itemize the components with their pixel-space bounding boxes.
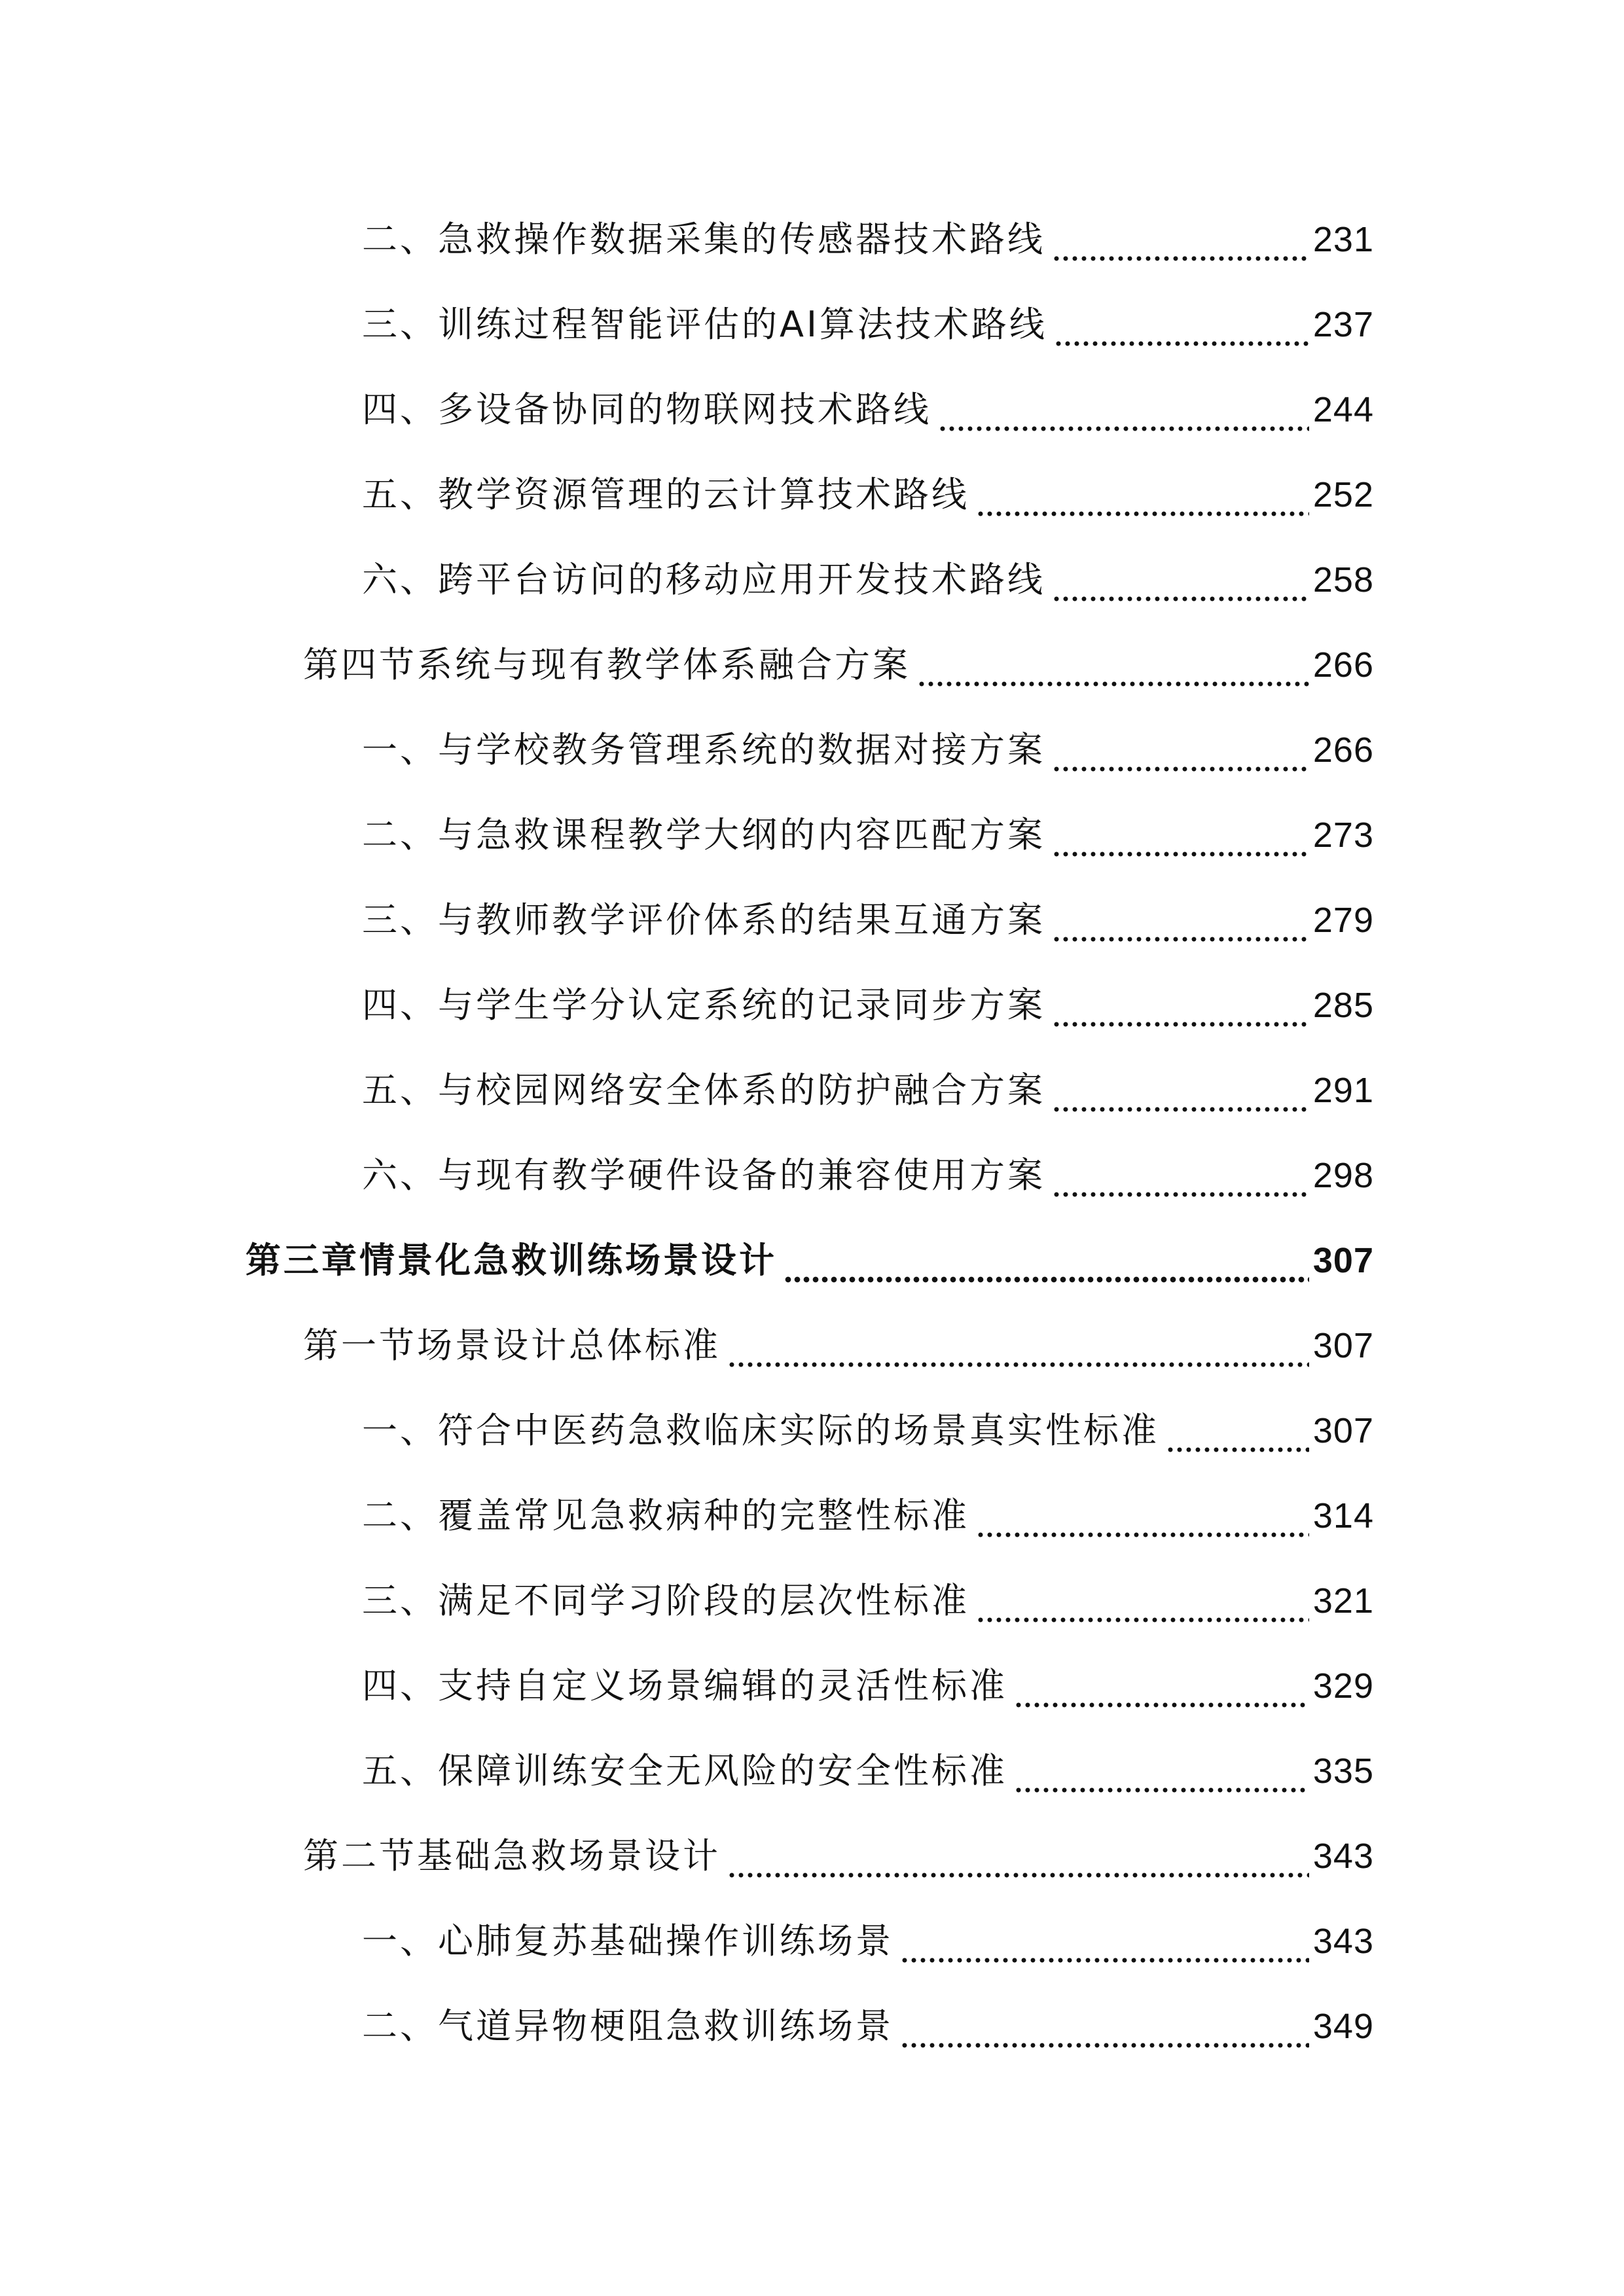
toc-entry[interactable] bbox=[362, 469, 1374, 521]
dot-leader bbox=[784, 1234, 1309, 1287]
dot-leader bbox=[1052, 894, 1309, 946]
toc-entry-title: 第二节基础急救场景设计 bbox=[303, 1835, 721, 1876]
toc-entry-page: 321 bbox=[1312, 1581, 1374, 1621]
toc-entry-title: 四、与学生学分认定系统的记录同步方案 bbox=[362, 984, 1045, 1026]
toc-entry-title: 六、与现有教学硬件设备的兼容使用方案 bbox=[362, 1155, 1045, 1196]
toc-entry-title: 三、满足不同学习阶段的层次性标准 bbox=[362, 1580, 969, 1621]
dot-leader bbox=[1052, 213, 1309, 266]
toc-section-entry[interactable] bbox=[303, 639, 1374, 691]
toc-entry-page: 335 bbox=[1312, 1751, 1374, 1791]
toc-entry-title: 四、多设备协同的物联网技术路线 bbox=[362, 389, 931, 430]
toc-entry[interactable] bbox=[362, 1405, 1374, 1457]
toc-entry[interactable] bbox=[362, 1660, 1374, 1712]
toc-entry-title: 三、与教师教学评价体系的结果互通方案 bbox=[362, 899, 1045, 941]
toc-entry[interactable] bbox=[362, 894, 1374, 946]
dot-leader bbox=[1014, 1745, 1309, 1797]
dot-leader bbox=[1054, 298, 1309, 351]
toc-entry-page: 291 bbox=[1312, 1071, 1374, 1110]
toc-entry-page: 231 bbox=[1312, 220, 1374, 259]
toc-entry[interactable] bbox=[362, 724, 1374, 776]
dot-leader bbox=[976, 469, 1309, 521]
dot-leader bbox=[976, 1575, 1309, 1627]
toc-entry[interactable] bbox=[362, 1575, 1374, 1627]
dot-leader bbox=[938, 384, 1309, 436]
toc-entry[interactable] bbox=[362, 2000, 1374, 2053]
toc-entry-title: 二、气道异物梗阻急救训练场景 bbox=[362, 2005, 893, 2047]
toc-entry[interactable] bbox=[362, 554, 1374, 606]
dot-leader bbox=[900, 1915, 1309, 1967]
toc-entry-title: 第三章情景化急救训练场景设计 bbox=[245, 1240, 777, 1281]
toc-entry-page: 307 bbox=[1312, 1241, 1374, 1280]
toc-entry-title: 二、与急救课程教学大纲的内容匹配方案 bbox=[362, 814, 1045, 855]
toc-entry-page: 314 bbox=[1312, 1496, 1374, 1535]
dot-leader bbox=[727, 1830, 1309, 1882]
toc-entry-title: 二、急救操作数据采集的传感器技术路线 bbox=[362, 219, 1045, 260]
toc-entry[interactable] bbox=[362, 1490, 1374, 1542]
dot-leader bbox=[1052, 809, 1309, 861]
toc-entry-title: 一、与学校教务管理系统的数据对接方案 bbox=[362, 729, 1045, 770]
toc-entry-page: 244 bbox=[1312, 390, 1374, 429]
dot-leader bbox=[1166, 1405, 1309, 1457]
toc-entry-title: 二、覆盖常见急救病种的完整性标准 bbox=[362, 1495, 969, 1536]
toc-entry-page: 285 bbox=[1312, 986, 1374, 1025]
toc-section-entry[interactable] bbox=[303, 1830, 1374, 1882]
toc-entry-page: 273 bbox=[1312, 816, 1374, 855]
toc-section-entry[interactable] bbox=[303, 1319, 1374, 1372]
toc-entry-page: 252 bbox=[1312, 475, 1374, 514]
toc-entry-page: 258 bbox=[1312, 560, 1374, 600]
toc-entry[interactable] bbox=[362, 979, 1374, 1031]
dot-leader bbox=[1052, 724, 1309, 776]
toc-entry-page: 343 bbox=[1312, 1837, 1374, 1876]
toc-entry-title: 五、保障训练安全无风险的安全性标准 bbox=[362, 1750, 1007, 1791]
toc-entry[interactable] bbox=[362, 809, 1374, 861]
toc-entry-page: 349 bbox=[1312, 2007, 1374, 2046]
toc-entry[interactable] bbox=[362, 384, 1374, 436]
dot-leader bbox=[917, 639, 1309, 691]
dot-leader bbox=[1052, 1149, 1309, 1202]
dot-leader bbox=[1014, 1660, 1309, 1712]
toc-entry-page: 307 bbox=[1312, 1411, 1374, 1450]
toc-entry-page: 266 bbox=[1312, 645, 1374, 685]
toc-entry[interactable] bbox=[362, 298, 1374, 351]
toc-entry[interactable] bbox=[362, 1149, 1374, 1202]
dot-leader bbox=[976, 1490, 1309, 1542]
toc-entry[interactable] bbox=[362, 1915, 1374, 1967]
toc-entry-page: 343 bbox=[1312, 1922, 1374, 1961]
toc-entry-page: 266 bbox=[1312, 730, 1374, 770]
dot-leader bbox=[1052, 554, 1309, 606]
dot-leader bbox=[900, 2000, 1309, 2053]
toc-chapter-entry[interactable] bbox=[245, 1234, 1374, 1287]
dot-leader bbox=[727, 1319, 1309, 1372]
toc-entry-title: 五、与校园网络安全体系的防护融合方案 bbox=[362, 1069, 1045, 1111]
toc-entry[interactable] bbox=[362, 213, 1374, 266]
toc-entry[interactable] bbox=[362, 1745, 1374, 1797]
toc-entry-page: 237 bbox=[1312, 305, 1374, 344]
toc-entry-title: 四、支持自定义场景编辑的灵活性标准 bbox=[362, 1665, 1007, 1706]
toc-entry-title: 六、跨平台访问的移动应用开发技术路线 bbox=[362, 559, 1045, 600]
toc-entry-title: 一、符合中医药急救临床实际的场景真实性标准 bbox=[362, 1410, 1159, 1451]
toc-entry-page: 307 bbox=[1312, 1326, 1374, 1365]
toc-entry-title: 第一节场景设计总体标准 bbox=[303, 1325, 721, 1366]
dot-leader bbox=[1052, 979, 1309, 1031]
toc-entry-title: 三、训练过程智能评估的AI算法技术路线 bbox=[362, 304, 1047, 345]
toc-entry-page: 329 bbox=[1312, 1666, 1374, 1706]
toc-entry[interactable] bbox=[362, 1064, 1374, 1117]
toc-entry-page: 298 bbox=[1312, 1156, 1374, 1195]
toc-entry-title: 五、教学资源管理的云计算技术路线 bbox=[362, 474, 969, 515]
toc-entry-title: 一、心肺复苏基础操作训练场景 bbox=[362, 1920, 893, 1962]
toc-entry-title: 第四节系统与现有教学体系融合方案 bbox=[303, 644, 911, 685]
toc-entry-page: 279 bbox=[1312, 901, 1374, 940]
dot-leader bbox=[1052, 1064, 1309, 1117]
